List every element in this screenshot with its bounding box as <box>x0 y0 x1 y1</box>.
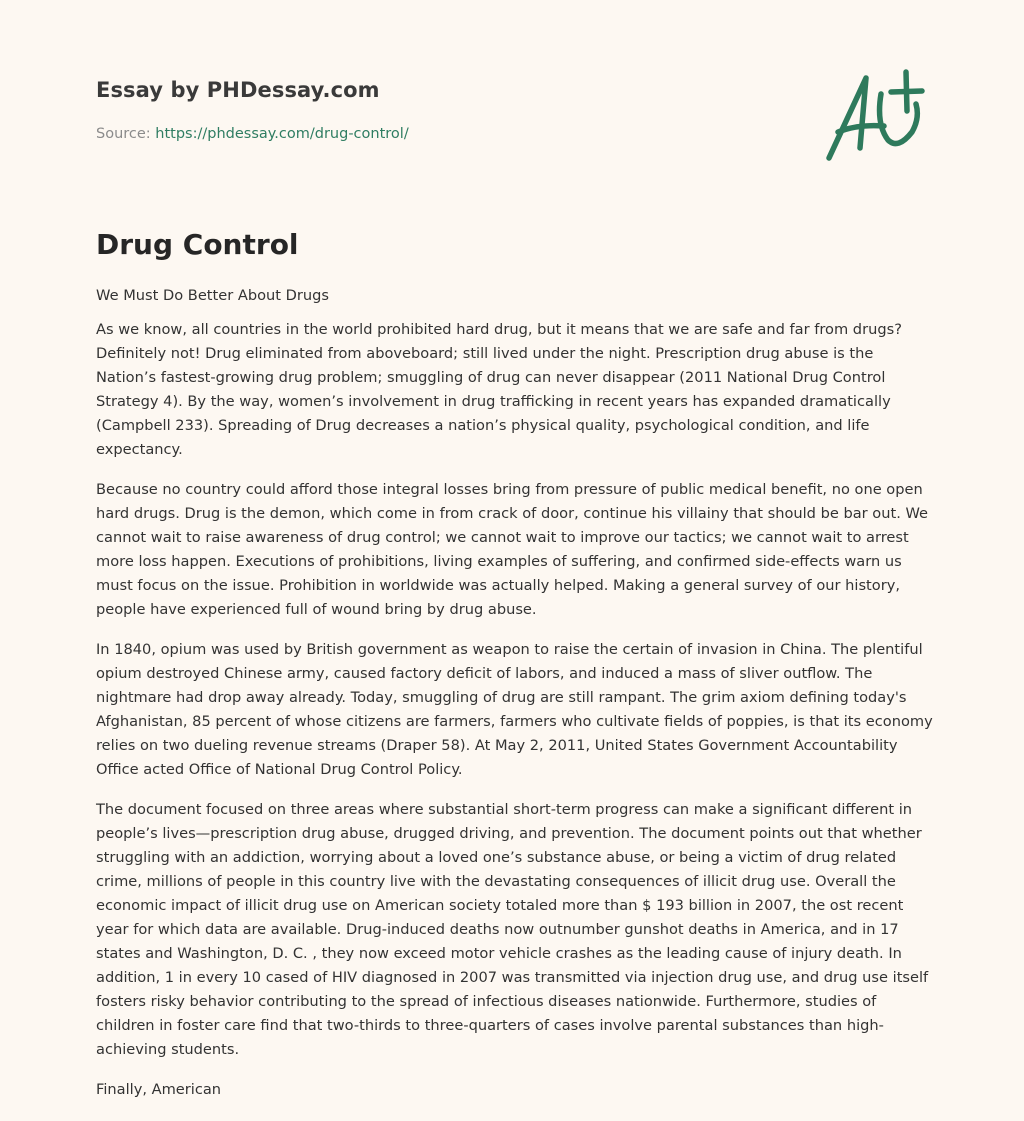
essay-paragraph: The document focused on three areas where substantial short-term progress can make a significant different in people’s lives—prescription drug abuse, drugged driving, and prevention. The document points out that whether struggling with an addiction, worrying about a loved one’s substance abuse, or being a victim of drug related crime, millions of people in this country live with the devastating consequences of illicit drug use. Overall the economic impact of illicit drug use on American society totaled more than $ 193 billion in 2007, the ost recent year for which data are available. Drug-induced deaths now outnumber gunshot deaths in America, and in 17 states and Washington, D. C. , they now exceed motor vehicle crashes as the leading cause of injury death. In addition, 1 in every 10 cased of HIV diagnosed in 2007 was transmitted via injection drug use, and drug use itself fosters risky behavior contributing to the spread of infectious diseases nationwide. Furthermore, studies of children in foster care find that two-thirds to three-quarters of cases involve parental substances than high-achieving students. <box>96 801 929 1058</box>
essay-header <box>96 76 736 144</box>
essay-subtitle: We Must Do Better About Drugs <box>96 287 329 304</box>
essay-title: Drug Control <box>96 228 299 261</box>
essay-paragraph: Finally, American <box>96 1081 222 1098</box>
source-line <box>96 124 736 144</box>
source-link[interactable]: https://phdessay.com/drug-control/ <box>155 126 409 142</box>
essay-body <box>96 284 934 1118</box>
a-plus-logo-icon <box>818 66 930 166</box>
site-title: Essay by PHDessay.com <box>96 78 380 102</box>
source-label: Source: <box>96 126 151 142</box>
essay-paragraph: As we know, all countries in the world prohibited hard drug, but it means that we are safe and far from drugs? Definitely not! Drug eliminated from aboveboard; still lived under the night. Prescription drug abuse is the Nation’s fastest-growing drug problem; smuggling of drug can never disappear (2011 National Drug Control Strategy 4). By the way, women’s involvement in drug trafficking in recent years has expanded dramatically (Campbell 233). Spreading of Drug decreases a nation’s physical quality, psychological condition, and life expectancy. <box>96 321 902 458</box>
essay-paragraph: Because no country could afford those integral losses bring from pressure of public medical benefit, no one open hard drugs. Drug is the demon, which come in from crack of door, continue his villainy that should be bar out. We cannot wait to raise awareness of drug control; we cannot wait to improve our tactics; we cannot wait to arrest more loss happen. Executions of prohibitions, living examples of suffering, and confirmed side-effects warn us must focus on the issue. Prohibition in worldwide was actually helped. Making a general survey of our history, people have experienced full of wound bring by drug abuse. <box>96 481 929 618</box>
a-plus-logo-svg <box>818 66 930 166</box>
essay-paragraph: In 1840, opium was used by British government as weapon to raise the certain of invasion in China. The plentiful opium destroyed Chinese army, caused factory deficit of labors, and induced a mass of sliver outflow. The nightmare had drop away already. Today, smuggling of drug are still rampant. The grim axiom defining today's Afghanistan, 85 percent of whose citizens are farmers, farmers who cultivate fields of poppies, is that its economy relies on two dueling revenue streams (Draper 58). At May 2, 2011, United States Government Accountability Office acted Office of National Drug Control Policy. <box>96 641 933 778</box>
